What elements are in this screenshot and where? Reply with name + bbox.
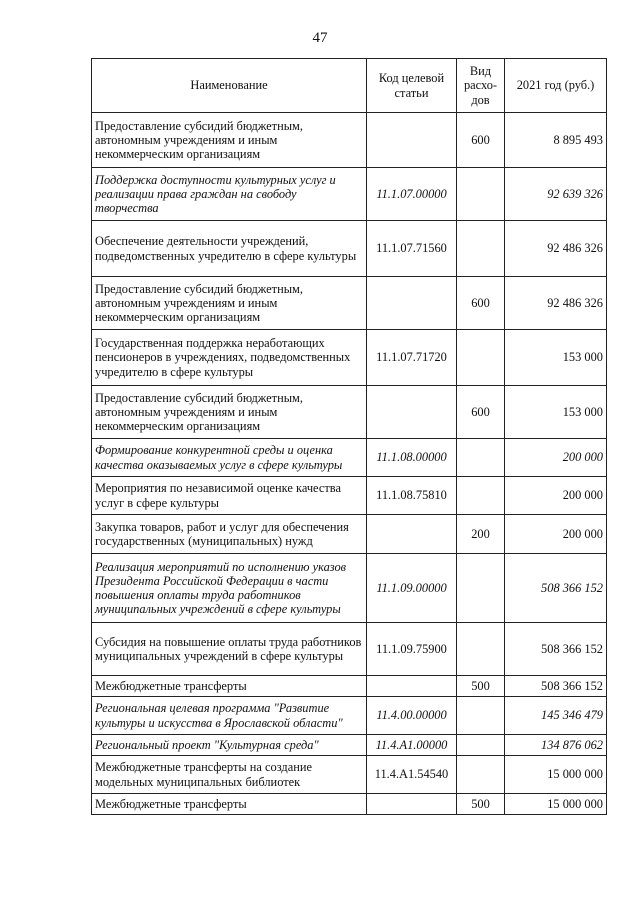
cell-type: 200	[457, 515, 505, 554]
cell-type	[457, 697, 505, 735]
cell-code	[367, 277, 457, 330]
cell-type	[457, 168, 505, 221]
cell-type: 500	[457, 794, 505, 815]
cell-amount: 508 366 152	[505, 623, 607, 676]
cell-type	[457, 554, 505, 623]
cell-amount: 200 000	[505, 439, 607, 477]
table-row	[92, 623, 607, 676]
cell-name: Реализация мероприятий по исполнению указов Президента Российской Федерации в части повышения оплаты труда работников муниципальных учреждений в сфере культуры	[92, 554, 367, 623]
cell-name: Субсидия на повышение оплаты труда работников муниципальных учреждений в сфере культуры	[92, 623, 367, 676]
cell-amount: 508 366 152	[505, 554, 607, 623]
table-row	[92, 277, 607, 330]
table-row	[92, 221, 607, 277]
cell-name: Предоставление субсидий бюджетным, автономным учреждениям и иным некоммерческим организациям	[92, 277, 367, 330]
header-name: Наименование	[92, 59, 367, 113]
table-row	[92, 113, 607, 168]
budget-table	[91, 58, 607, 815]
cell-code: 11.4.00.00000	[367, 697, 457, 735]
table-row	[92, 735, 607, 756]
cell-type: 600	[457, 113, 505, 168]
cell-amount: 508 366 152	[505, 676, 607, 697]
table-row	[92, 676, 607, 697]
page-number: 47	[312, 30, 328, 46]
cell-name: Предоставление субсидий бюджетным, автономным учреждениям и иным некоммерческим организациям	[92, 113, 367, 168]
cell-type: 600	[457, 386, 505, 439]
cell-type	[457, 439, 505, 477]
cell-code: 11.1.08.75810	[367, 477, 457, 515]
cell-code: 11.1.07.00000	[367, 168, 457, 221]
cell-code	[367, 113, 457, 168]
table-row	[92, 794, 607, 815]
cell-type	[457, 477, 505, 515]
cell-type	[457, 735, 505, 756]
cell-amount: 145 346 479	[505, 697, 607, 735]
cell-amount: 200 000	[505, 477, 607, 515]
cell-amount: 8 895 493	[505, 113, 607, 168]
cell-amount: 92 486 326	[505, 221, 607, 277]
cell-name: Закупка товаров, работ и услуг для обеспечения государственных (муниципальных) нужд	[92, 515, 367, 554]
cell-name: Поддержка доступности культурных услуг и реализации права граждан на свободу творчества	[92, 168, 367, 221]
cell-code	[367, 515, 457, 554]
cell-code	[367, 794, 457, 815]
header-type: Вид расхо-дов	[457, 59, 505, 113]
cell-code: 11.1.09.00000	[367, 554, 457, 623]
table-row	[92, 515, 607, 554]
cell-amount: 15 000 000	[505, 756, 607, 794]
table-row	[92, 554, 607, 623]
cell-name: Государственная поддержка неработающих пенсионеров в учреждениях, подведомственных учредителю в сфере культуры	[92, 330, 367, 386]
table-row	[92, 697, 607, 735]
cell-type	[457, 221, 505, 277]
header-code: Код целевой статьи	[367, 59, 457, 113]
table-row	[92, 330, 607, 386]
cell-amount: 153 000	[505, 386, 607, 439]
cell-type: 600	[457, 277, 505, 330]
cell-amount: 134 876 062	[505, 735, 607, 756]
cell-code: 11.4.A1.54540	[367, 756, 457, 794]
cell-type	[457, 330, 505, 386]
cell-name: Формирование конкурентной среды и оценка качества оказываемых услуг в сфере культуры	[92, 439, 367, 477]
cell-name: Региональная целевая программа "Развитие культуры и искусства в Ярославской области"	[92, 697, 367, 735]
cell-name: Региональный проект "Культурная среда"	[92, 735, 367, 756]
cell-code: 11.1.07.71720	[367, 330, 457, 386]
cell-code	[367, 676, 457, 697]
cell-name: Межбюджетные трансферты	[92, 794, 367, 815]
cell-type	[457, 623, 505, 676]
cell-amount: 15 000 000	[505, 794, 607, 815]
cell-type	[457, 756, 505, 794]
cell-name: Межбюджетные трансферты	[92, 676, 367, 697]
table-body	[92, 113, 607, 815]
cell-code	[367, 386, 457, 439]
table-row	[92, 386, 607, 439]
cell-amount: 92 486 326	[505, 277, 607, 330]
cell-type: 500	[457, 676, 505, 697]
cell-code: 11.1.08.00000	[367, 439, 457, 477]
header-amount: 2021 год (руб.)	[505, 59, 607, 113]
cell-code: 11.4.A1.00000	[367, 735, 457, 756]
cell-code: 11.1.09.75900	[367, 623, 457, 676]
cell-name: Обеспечение деятельности учреждений, подведомственных учредителю в сфере культуры	[92, 221, 367, 277]
table-header-row	[92, 59, 607, 113]
cell-amount: 92 639 326	[505, 168, 607, 221]
cell-name: Мероприятия по независимой оценке качества услуг в сфере культуры	[92, 477, 367, 515]
cell-amount: 200 000	[505, 515, 607, 554]
cell-amount: 153 000	[505, 330, 607, 386]
table-row	[92, 168, 607, 221]
cell-name: Межбюджетные трансферты на создание модельных муниципальных библиотек	[92, 756, 367, 794]
table-row	[92, 439, 607, 477]
cell-name: Предоставление субсидий бюджетным, автономным учреждениям и иным некоммерческим организациям	[92, 386, 367, 439]
table-row	[92, 477, 607, 515]
table-row	[92, 756, 607, 794]
cell-code: 11.1.07.71560	[367, 221, 457, 277]
